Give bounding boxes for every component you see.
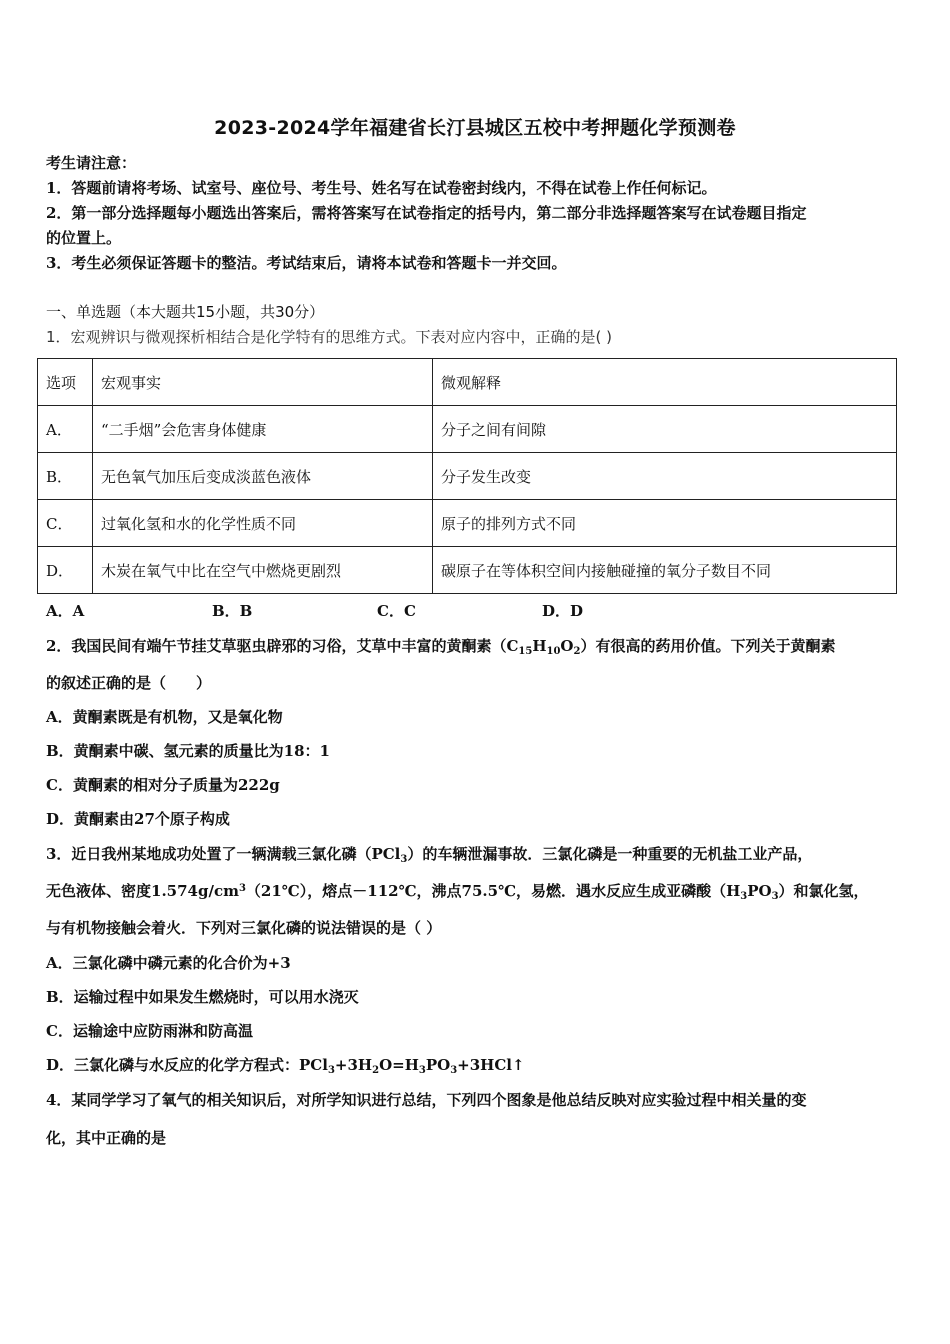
table-cell: B． [38,453,93,500]
table-header-cell: 选项 [38,359,93,406]
table-cell: 原子的排列方式不同 [433,500,897,547]
question-3-option: C．运输途中应防雨淋和防高温 [46,1022,253,1040]
notice-heading: 考生请注意： [46,154,137,172]
table-header-row [38,359,897,406]
table-cell: C． [38,500,93,547]
option-d: D．D [542,602,584,620]
question-2-option: C．黄酮素的相对分子质量为222g [46,776,280,794]
question-2-stem-continued: 的叙述正确的是（ ） [46,674,212,692]
section-heading: 一、单选题（本大题共15小题，共30分） [46,303,325,321]
question-3-option: A．三氯化磷中磷元素的化合价为+3 [46,954,291,972]
table-cell: 木炭在氧气中比在空气中燃烧更剧烈 [93,547,433,594]
table-cell: 无色氧气加压后变成淡蓝色液体 [93,453,433,500]
option-b: B．B [212,602,253,620]
question-1-table [37,358,897,594]
table-cell: 分子之间有间隙 [433,406,897,453]
question-3-stem-line3: 与有机物接触会着火．下列对三氯化磷的说法错误的是（ ） [46,919,442,937]
table-cell: D． [38,547,93,594]
table-header-cell: 微观解释 [433,359,897,406]
table-row [38,547,897,594]
question-4-stem: 4．某同学学习了氧气的相关知识后，对所学知识进行总结，下列四个图象是他总结反映对应实验过程中相关量的变 [46,1091,807,1109]
question-3-option: B．运输过程中如果发生燃烧时，可以用水浇灭 [46,988,359,1006]
question-2-stem: 2．我国民间有端午节挂艾草驱虫辟邪的习俗，艾草中丰富的黄酮素$(C_{15}H_{10}O_2)$有很高的药用价值。下列关于黄酮素 [46,637,836,657]
table-cell: 碳原子在等体积空间内接触碰撞的氧分子数目不同 [433,547,897,594]
notice-item: 2．第一部分选择题每小题选出答案后，需将答案写在试卷指定的括号内，第二部分非选择题答案写在试卷题目指定 [46,204,807,222]
question-3-stem-line2: 无色液体、密度$1.574g/cm^3(21℃)$，熔点－112℃，沸点75.5℃，易燃．遇水反应生成亚磷酸$(H_3PO_3)$和氯化氢， [46,882,869,902]
question-1-stem: 1．宏观辨识与微观探析相结合是化学特有的思维方式。下表对应内容中，正确的是( ) [46,328,613,346]
table-row [38,406,897,453]
question-2-option: A．黄酮素既是有机物，又是氧化物 [46,708,283,726]
table-cell: “二手烟”会危害身体健康 [93,406,433,453]
table-header-cell: 宏观事实 [93,359,433,406]
question-2-option: B．黄酮素中碳、氢元素的质量比为18：1 [46,742,330,760]
question-4-stem-line2: 化，其中正确的是 [46,1129,167,1147]
notice-item: 1．答题前请将考场、试室号、座位号、考生号、姓名写在试卷密封线内，不得在试卷上作任何标记。 [46,179,717,197]
notice-item: 的位置上。 [46,229,122,247]
question-2-option: D．黄酮素由27个原子构成 [46,810,230,828]
table-cell: 分子发生改变 [433,453,897,500]
option-a: A．A [46,602,85,620]
table-row [38,500,897,547]
table-cell: A． [38,406,93,453]
table-cell: 过氧化氢和水的化学性质不同 [93,500,433,547]
notice-item: 3．考生必须保证答题卡的整洁。考试结束后，请将本试卷和答题卡一并交回。 [46,254,567,272]
question-3-option: D．三氯化磷与水反应的化学方程式：$PCl_3+3H_2O=H_3PO_3+3HCl↑$ [46,1056,525,1076]
option-c: C．C [377,602,416,620]
page-title: 2023-2024学年福建省长汀县城区五校中考押题化学预测卷 [214,117,736,139]
question-3-stem: 3．近日我州某地成功处置了一辆满载三氯化磷（PCl$_3$）的车辆泄漏事故．三氯化磷是一种重要的无机盐工业产品， [46,845,813,865]
table-row [38,453,897,500]
